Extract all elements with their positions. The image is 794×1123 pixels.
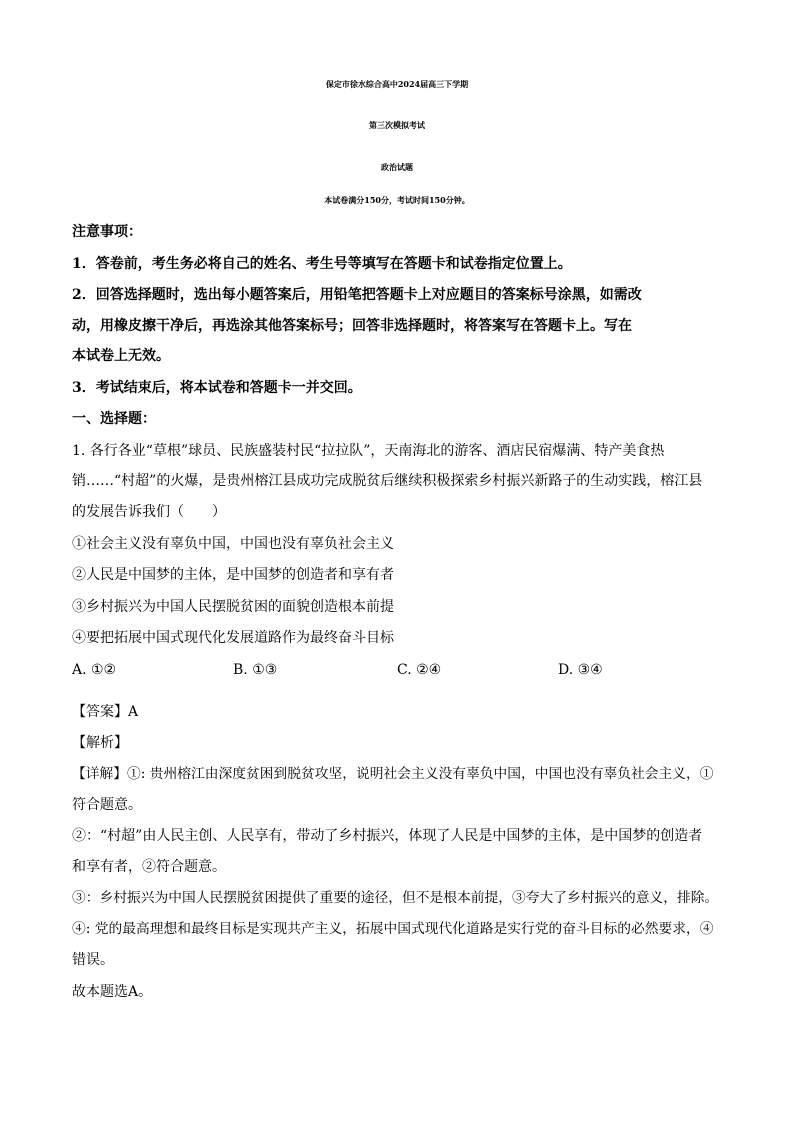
question-stem-line: 1. 各行各业“草根”球员、民族盛装村民“拉拉队”，天南海北的游客、酒店民宿爆满、特产美食热 — [72, 443, 665, 459]
notice-line: 3．考试结束后，将本试卷和答题卡一并交回。 — [72, 380, 362, 396]
question-stem-line: 的发展告诉我们（ ） — [72, 504, 226, 520]
notice-line: 动，用橡皮擦干净后，再选涂其他答案标号；回答非选择题时，将答案写在答题卡上。写在 — [72, 318, 632, 334]
option-b: B. ①③ — [233, 662, 278, 678]
option-d: D. ③④ — [558, 662, 603, 678]
notice-line: 本试卷上无效。 — [72, 348, 170, 364]
answer-label: 【答案】A — [72, 704, 139, 720]
analysis-label: 【解析】 — [72, 735, 128, 751]
notice-line: 1．答卷前，考生务必将自己的姓名、考生号等填写在答题卡和试卷指定位置上。 — [72, 256, 572, 272]
analysis-detail-line: 符合题意。 — [72, 797, 142, 813]
question-item: ①社会主义没有辜负中国，中国也没有辜负社会主义 — [72, 536, 394, 552]
option-a: A. ①② — [72, 662, 117, 678]
analysis-detail-line: 和享有者，②符合题意。 — [72, 859, 226, 875]
analysis-detail-line: 错误。 — [72, 952, 114, 968]
question-stem-line: 销……“村超”的火爆，是贵州榕江县成功完成脱贫后继续积极探索乡村振兴新路子的生动实践，榕江县 — [72, 473, 703, 489]
analysis-detail-line: ④: 党的最高理想和最终目标是实现共产主义，拓展中国式现代化道路是实行党的奋斗目标的必然要求，④ — [72, 921, 714, 937]
score-note: 本试卷满分150分，考试时间150分钟。 — [324, 195, 470, 205]
notice-line: 2．回答选择题时，选出每小题答案后，用铅笔把答题卡上对应题目的答案标号涂黑，如需改 — [72, 287, 642, 303]
question-item: ③乡村振兴为中国人民摆脱贫困的面貌创造根本前提 — [72, 599, 394, 615]
exam-title-line2: 第三次模拟考试 — [369, 120, 425, 130]
question-item: ②人民是中国梦的主体，是中国梦的创造者和享有者 — [72, 567, 394, 583]
analysis-detail-line: 【详解】①: 贵州榕江由深度贫困到脱贫攻坚，说明社会主义没有辜负中国，中国也没有辜负社会主义，① — [72, 766, 714, 782]
analysis-detail-line: 故本题选A。 — [72, 984, 153, 1000]
section-heading: 一、选择题： — [72, 411, 156, 427]
exam-subject-title: 政治试题 — [381, 162, 413, 172]
analysis-detail-line: ②：“村超”由人民主创、人民享有，带动了乡村振兴，体现了人民是中国梦的主体，是中国梦的创造者 — [72, 828, 703, 844]
analysis-detail-line: ③：乡村振兴为中国人民摆脱贫困提供了重要的途径，但不是根本前提，③夸大了乡村振兴的意义，排除。 — [72, 890, 719, 906]
exam-title-line1: 保定市徐水综合高中2024届高三下学期 — [325, 79, 469, 89]
notice-heading: 注意事项： — [72, 224, 142, 240]
question-item: ④要把拓展中国式现代化发展道路作为最终奋斗目标 — [72, 630, 394, 646]
option-c: C. ②④ — [397, 662, 442, 678]
